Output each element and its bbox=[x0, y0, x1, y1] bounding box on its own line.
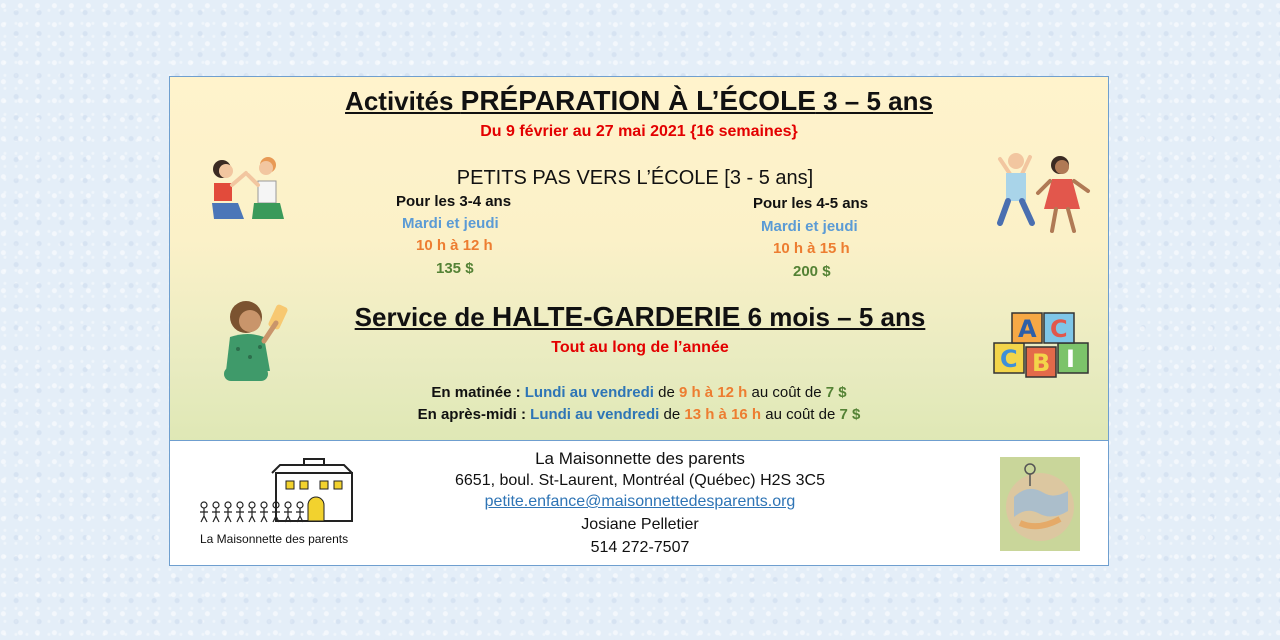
group-3-4-hours: 10 h à 12 h bbox=[416, 237, 493, 254]
email-line bbox=[170, 493, 1110, 511]
halte-title-main: HALTE-GARDERIE bbox=[491, 301, 741, 332]
activities-title bbox=[170, 85, 1108, 117]
globe-painting-illustration bbox=[1000, 457, 1080, 551]
org-address: 6651, boul. St-Laurent, Montréal (Québec) H2S 3C5 bbox=[455, 472, 825, 489]
title-main: PRÉPARATION À L’ÉCOLE bbox=[460, 85, 816, 116]
flyer bbox=[169, 76, 1109, 566]
activities-panel bbox=[170, 77, 1108, 441]
group-4-5-hours: 10 h à 15 h bbox=[773, 240, 850, 257]
morning-row: En matinée : Lundi au vendredi de 9 h à 12 h au coût de 7 $ bbox=[431, 384, 847, 401]
halte-subtitle: Tout au long de l’année bbox=[551, 339, 729, 356]
halte-title-pre: Service de bbox=[354, 302, 492, 332]
group-4-5-days: Mardi et jeudi bbox=[761, 218, 858, 235]
halte-title-post: 6 mois – 5 ans bbox=[740, 302, 926, 332]
svg-text:C: C bbox=[1050, 315, 1068, 343]
logo-caption: La Maisonnette des parents bbox=[200, 532, 349, 546]
title-post: 3 – 5 ans bbox=[815, 86, 933, 116]
org-name: La Maisonnette des parents bbox=[535, 449, 745, 468]
group-4-5-price: 200 $ bbox=[793, 263, 831, 280]
program-title: PETITS PAS VERS L’ÉCOLE [3 - 5 ans] bbox=[456, 167, 814, 189]
dancing-children-illustration bbox=[990, 139, 1095, 244]
clapping-children-illustration bbox=[200, 151, 295, 231]
email-link[interactable]: petite.enfance@maisonnettedesparents.org bbox=[484, 493, 796, 510]
group-3-4-days: Mardi et jeudi bbox=[402, 215, 499, 232]
svg-text:C: C bbox=[1000, 345, 1018, 373]
baby-bottle-illustration bbox=[220, 297, 295, 387]
svg-text:I: I bbox=[1066, 345, 1075, 373]
abc-blocks-illustration bbox=[988, 307, 1094, 392]
group-4-5-label: Pour les 4-5 ans bbox=[753, 195, 869, 212]
svg-text:A: A bbox=[1018, 315, 1037, 343]
afternoon-row: En après-midi : Lundi au vendredi de 13 h à 16 h au coût de 7 $ bbox=[417, 406, 861, 423]
contact-name: Josiane Pelletier bbox=[581, 516, 699, 533]
contact-phone: 514 272-7507 bbox=[590, 539, 690, 556]
svg-text:B: B bbox=[1032, 349, 1051, 377]
title-pre: Activités bbox=[345, 86, 461, 116]
halte-title bbox=[170, 301, 1110, 333]
group-3-4-label: Pour les 3-4 ans bbox=[396, 193, 512, 210]
dates-subtitle: Du 9 février au 27 mai 2021 {16 semaines} bbox=[480, 123, 798, 140]
group-3-4-price: 135 $ bbox=[436, 260, 474, 277]
